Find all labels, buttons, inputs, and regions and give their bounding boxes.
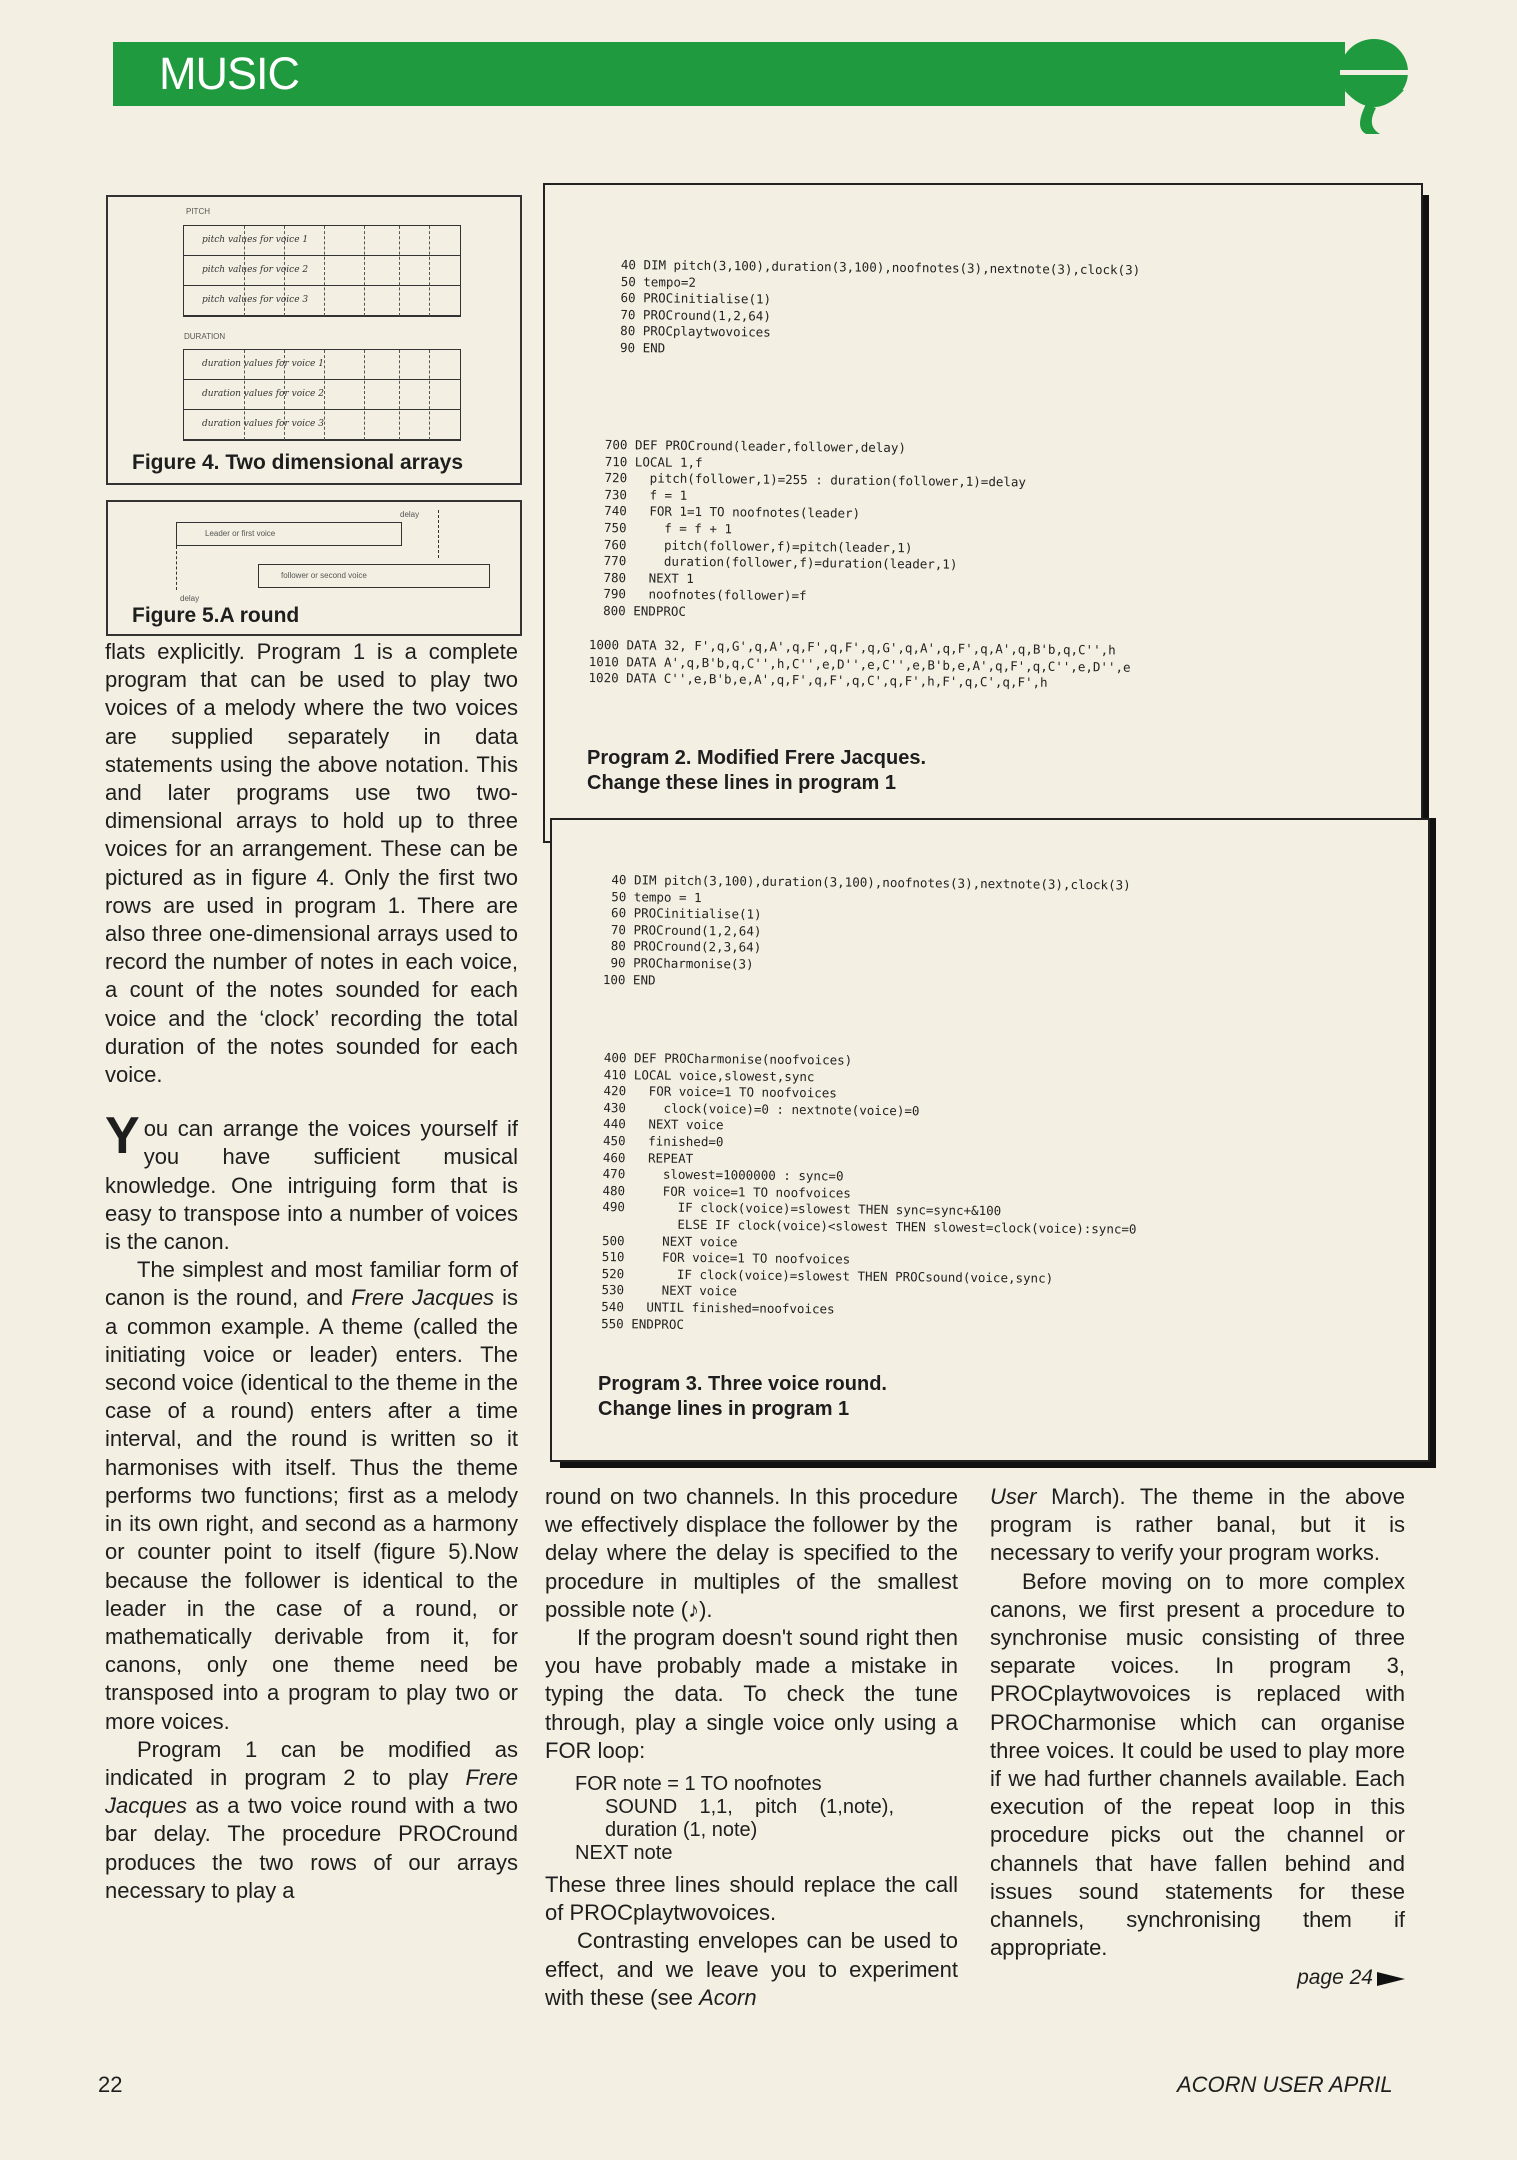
program-2-code-top: 40 DIM pitch(3,100),duration(3,100),noofnotes(3),nextnote(3),clock(3) 50 tempo=2 60 PROCinitialise(1) 70 PROCround(1,2,64) 80 PROCplaytwovoices 90 END <box>619 257 1141 356</box>
program-3-box <box>550 818 1430 1462</box>
section-header-bar <box>113 42 1345 106</box>
paragraph: flats explicitly. Program 1 is a complete program that can be used to play two voices of a melody where the two voices are supplied separately in data statements using the above notation. This and later programs use two two-dimensional arrays to hold up to three voices for an arrangement. These can be pictured as in figure 4. Only the first two rows are used in program 1. There are also three one-dimensional arrays used to record the number of notes in each voice, a count of the notes sounded for each voice and the ‘clock’ recording the total duration of the notes sounded for each voice. <box>105 639 518 1088</box>
pitch-row: pitch values for voice 1 <box>184 226 460 256</box>
continued-link[interactable]: page 24 <box>990 1964 1405 1992</box>
program-3-code-top: 40 DIM pitch(3,100),duration(3,100),noofnotes(3),nextnote(3),clock(3) 50 tempo = 1 60 PROCinitialise(1) 70 PROCround(1,2,64) 80 PROCround(2,3,64) 90 PROCharmonise(3) 100 END <box>602 872 1131 988</box>
section-title: MUSIC <box>159 48 299 99</box>
paragraph: If the program doesn't sound right then you have probably made a mistake in typing the data. To check the tune through, play a single voice only using a FOR loop: <box>545 1625 958 1763</box>
delay-label: delay <box>180 594 200 603</box>
program-3-caption: Program 3. Three voice round. Change lines in program 1 <box>598 1373 887 1420</box>
duration-label: DURATION <box>184 332 226 341</box>
program-2-box <box>543 183 1423 843</box>
figure-5-caption: Figure 5.A round <box>132 604 300 627</box>
program-3-code-proc: 400 DEF PROCharmonise(noofvoices) 410 LOCAL voice,slowest,sync 420 FOR voice=1 TO noofvoices 430 clock(voice)=0 : nextnote(voice)=0 440 NEXT voice 450 finished=0 460 REPEAT 470 slowest=1000000 : sync=0 480 FOR voice=1 TO noofvoices 490 IF clock(voice)=slowest THEN sync=sync+&100 ELSE IF clock(voice)<slowest THEN slowest=clock(voice):sync=0 500 NEXT voice 510 FOR voice=1 TO noofvoices 520 IF clock(voice)=slowest THEN PROCsound(voice,sync) 530 NEXT voice 540 UNTIL finished=noofvoices 550 ENDPROC <box>601 1050 1137 1332</box>
program-2-code-data: 1000 DATA 32, F',q,G',q,A',q,F',q,F',q,G',q,A',q,F',q,A',q,B'b,q,C'',h 1010 DATA A',q,B'b,q,C'',h,C'',e,D'',e,C'',e,B'b,e,A',q,F',q,C'',e,D'',e 1020 DATA C'',e,B'b,e,A',q,F',q,F',q,C',q,F',h,F',q,C',q,F',h <box>588 637 1131 690</box>
paragraph: These three lines should replace the call of PROCplaytwovoices. <box>545 1872 958 1926</box>
pitch-row: pitch values for voice 3 <box>184 286 460 316</box>
paragraph: You can arrange the voices yourself if you have sufficient musical knowledge. One intriguing form that is easy to transpose into a number of voices is the canon. <box>105 1107 518 1255</box>
pitch-row: pitch values for voice 2 <box>184 256 460 286</box>
paragraph: round on two channels. In this procedure we effectively displace the follower by the delay where the delay is specified to the procedure in multiples of the smallest possible note (♪). <box>545 1484 958 1622</box>
paragraph: User March). The theme in the above program is rather banal, but it is necessary to verify your program works. <box>990 1484 1405 1566</box>
drop-cap: Y <box>105 1107 140 1166</box>
for-loop-code: FOR note = 1 TO noofnotes SOUND 1,1, pitch (1,note), duration (1, note) NEXT note <box>575 1773 894 1865</box>
paragraph: Program 1 can be modified as indicated in program 2 to play Frere Jacques as a two voice round with a two bar delay. The procedure PROCround produces the two rows of our arrays necessary to play a <box>105 1736 518 1903</box>
duration-array-grid <box>183 349 461 441</box>
program-2-code-proc: 700 DEF PROCround(leader,follower,delay) 710 LOCAL 1,f 720 pitch(follower,1)=255 : duration(follower,1)=delay 730 f = 1 740 FOR 1=1 TO noofnotes(leader) 750 f = f + 1 760 pitch(follower,f)=pitch(leader,1) 770 duration(follower,f)=duration(leader,1) 780 NEXT 1 790 noofnotes(follower)=f 800 ENDPROC <box>603 437 1027 619</box>
body-column-1 <box>105 638 518 1905</box>
follower-bar: follower or second voice <box>258 564 490 588</box>
acorn-logo-icon <box>1336 28 1412 138</box>
page-number: 22 <box>98 2072 123 2097</box>
paragraph: Before moving on to more complex canons, we first present a procedure to synchronise music consisting of three separate voices. In program 3, PROCplaytwovoices is replaced with PROCharmonise which can organise three voices. It could be used to play more if we had further channels available. Each execution of the repeat loop in this procedure picks out the channel or channels that have fallen behind and issues sound statements for these channels, synchronising them if appropriate. <box>990 1568 1405 1961</box>
figure-4 <box>106 195 522 485</box>
pitch-array-grid <box>183 225 461 317</box>
paragraph: The simplest and most familiar form of canon is the round, and Frere Jacques is a common example. A theme (called the initiating voice or leader) enters. The second voice (identical to the theme in the case of a round) enters after a time interval, and the round is written so it harmonises with itself. Thus the theme performs two functions; first as a melody in its own right, and second as a harmony or counter point to itself (figure 5).Now because the follower is identical to the leader in the case of a round, or mathematically derivable from it, for canons, only one theme need be transposed into a program to play two or more voices. <box>105 1257 519 1734</box>
body-column-3 <box>990 1483 1405 1993</box>
arrow-right-icon <box>1377 1972 1405 1986</box>
pitch-label: PITCH <box>186 207 210 216</box>
quaver-note-icon: ♪ <box>688 1596 700 1622</box>
magazine-footer: ACORN USER APRIL <box>1177 2072 1393 2097</box>
program-2-caption: Program 2. Modified Frere Jacques. Change these lines in program 1 <box>587 747 926 794</box>
duration-row: duration values for voice 2 <box>184 380 460 410</box>
delay-label: delay <box>400 510 420 519</box>
duration-row: duration values for voice 3 <box>184 410 460 440</box>
paragraph: Contrasting envelopes can be used to effect, and we leave you to experiment with these (see Acorn <box>545 1928 958 2010</box>
figure-4-caption: Figure 4. Two dimensional arrays <box>132 451 464 474</box>
duration-row: duration values for voice 1 <box>184 350 460 380</box>
body-column-2 <box>545 1483 958 2012</box>
leader-bar: Leader or first voice <box>176 522 402 546</box>
figure-5 <box>106 500 522 636</box>
